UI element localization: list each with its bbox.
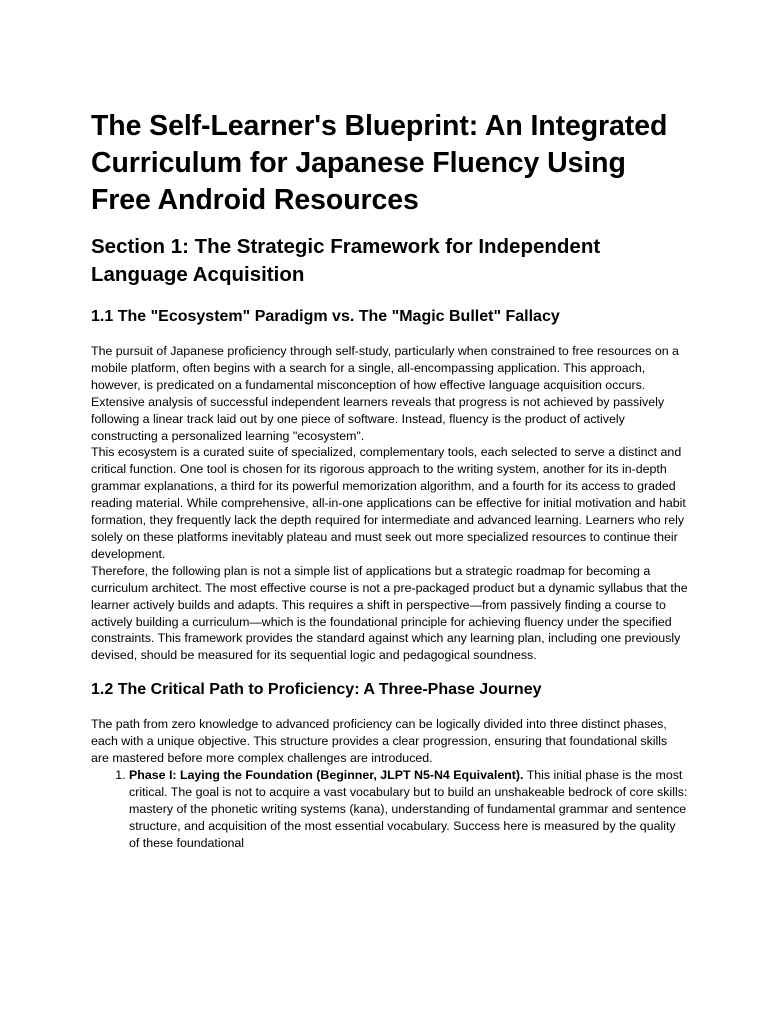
section-1-heading: Section 1: The Strategic Framework for Independent Language Acquisition: [91, 235, 601, 286]
phase-1-text: This initial phase is the most critical. The goal is not to acquire a vast vocabulary but to build an unshakeable bedrock of core skills: mastery of the phonetic writing systems (kana), understanding of fundamental grammar and sentence structure, and acquisition of the most essential vocabulary. Success here is measured by the quality of these foundational: [129, 767, 688, 850]
subsection-1-2-heading: 1.2 The Critical Path to Proficiency: A Three-Phase Journey: [91, 681, 542, 699]
paragraph-1-1-a: The pursuit of Japanese proficiency through self-study, particularly when constrained to free resources on a mobile platform, often begins with a search for a single, all-encompassing application. This approach, however, is predicated on a fundamental misconception of how effective language acquisition occurs. Extensive analysis of successful independent learners reveals that progress is not achieved by passively following a linear track laid out by one piece of software. Instead, fluency is the product of actively constructing a personalized learning "ecosystem".: [91, 344, 679, 443]
paragraph-1-1-b: This ecosystem is a curated suite of specialized, complementary tools, each selected to serve a distinct and critical function. One tool is chosen for its rigorous approach to the writing system, another for its in-depth grammar explanations, a third for its powerful memorization algorithm, and a fourth for its access to graded reading material. While comprehensive, all-in-one applications can be effective for initial motivation and habit formation, they frequently lack the depth required for intermediate and advanced learning. Learners who rely solely on these platforms inevitably plateau and must seek out more specialized resources to continue their development.: [91, 445, 686, 561]
paragraph-1-1-c: Therefore, the following plan is not a simple list of applications but a strategic roadmap for becoming a curriculum architect. The most effective course is not a pre-packaged product but a dynamic syllabus that the learner actively builds and adapts. This requires a shift in perspective—from passively finding a course to actively building a curriculum—which is the foundational principle for achieving fluency under the specified constraints. This framework provides the standard against which any learning plan, including one previously devised, should be measured for its sequential logic and pedagogical soundness.: [91, 563, 688, 663]
phase-1-lead: Phase I: Laying the Foundation (Beginner, JLPT N5-N4 Equivalent).: [129, 767, 524, 782]
paragraph-1-2-intro: The path from zero knowledge to advanced proficiency can be logically divided into three distinct phases, each with a unique objective. This structure provides a clear progression, ensuring that foundational skills are mastered before more complex challenges are introduced.: [91, 717, 668, 766]
subsection-1-1-heading: 1.1 The "Ecosystem" Paradigm vs. The "Magic Bullet" Fallacy: [91, 308, 560, 325]
list-item: [129, 767, 688, 852]
document-title: The Self-Learner's Blueprint: An Integrated Curriculum for Japanese Fluency Using Free Android Resources: [91, 110, 668, 216]
phase-list: [91, 767, 688, 852]
